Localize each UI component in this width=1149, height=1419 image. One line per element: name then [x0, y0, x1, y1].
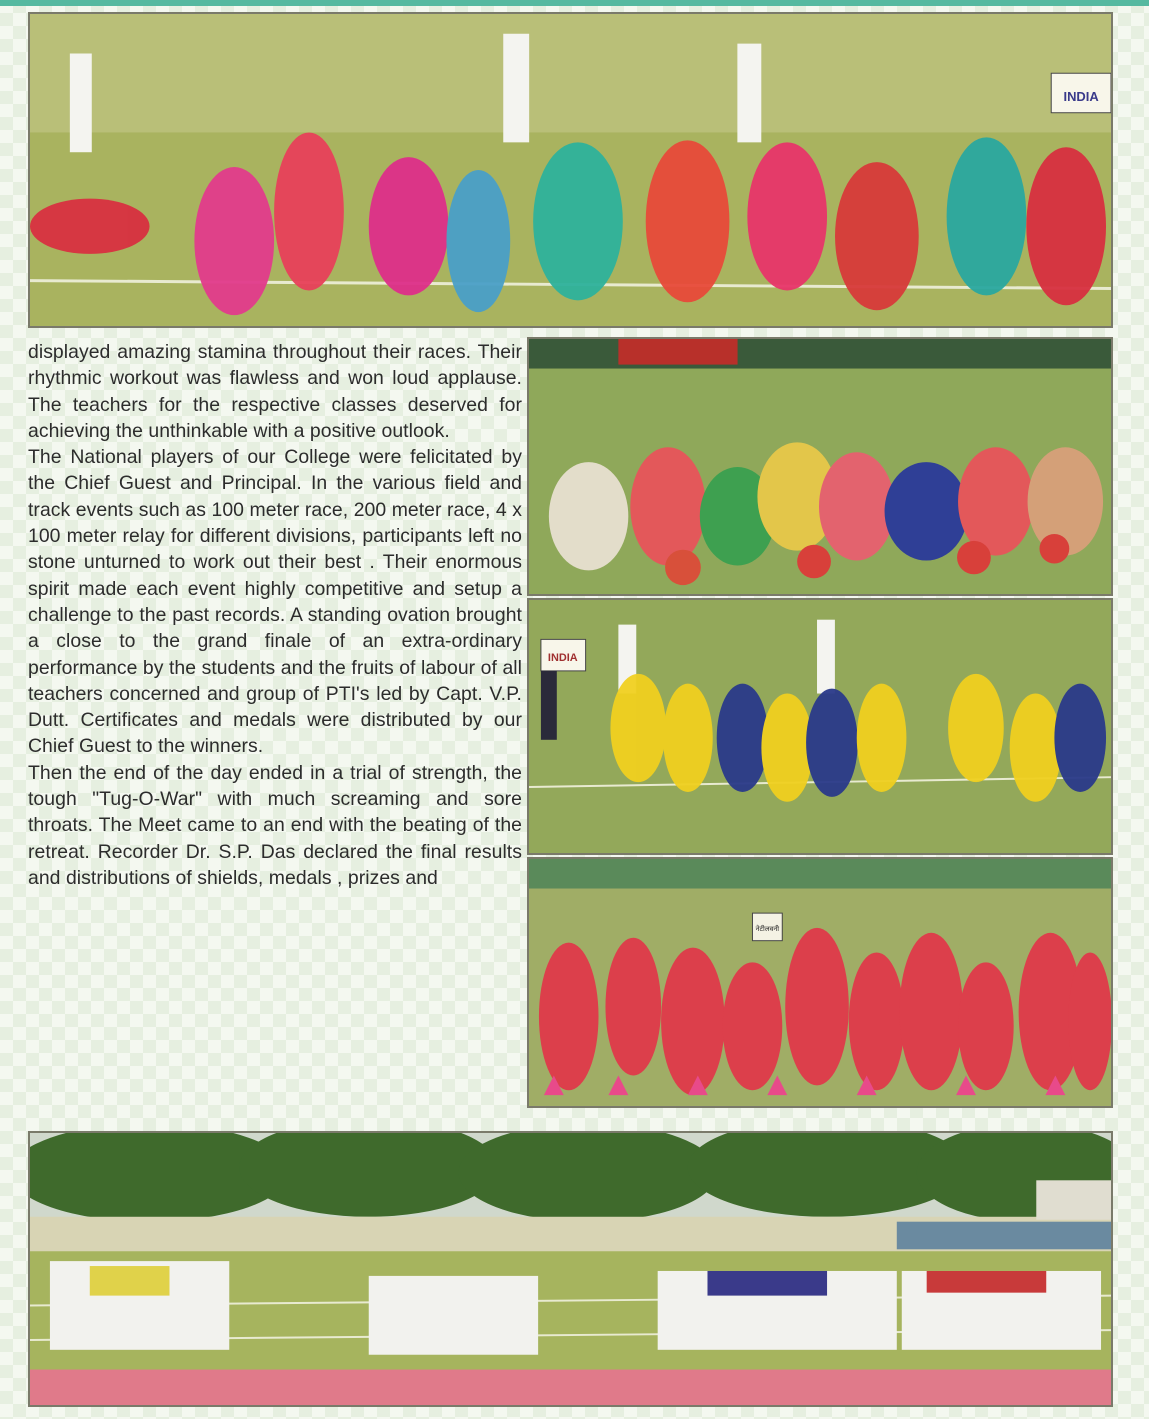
top-photo-sign: INDIA [1063, 88, 1099, 104]
article-paragraph: displayed amazing stamina throughout their races. Their rhythmic workout was flawless and won loud applause. The teachers for the respective classes deserved for achieving the unthinkable with a positive outlook. [28, 341, 522, 442]
photo-dance-group-red [527, 337, 1113, 596]
photo-dance-group-yellow [527, 598, 1113, 855]
article-paragraph: Then the end of the day ended in a trial of strength, the tough "Tug-O-War" with much screaming and sore throats. The Meet came to an end with the beating of the retreat. Recorder Dr. S.P. Das declared the final results and distributions of shields, medals , prizes and [28, 761, 522, 889]
middle-photo-sign: INDIA [547, 652, 578, 665]
top-border-strip [0, 0, 1149, 6]
lower-photo-sign: नेटीलवनी [755, 925, 780, 933]
photo-folk-dance-top [28, 12, 1113, 328]
photo-march-past-bottom [28, 1131, 1113, 1407]
article-paragraph: The National players of our College were felicitated by the Chief Guest and Principal. In the various field and track events such as 100 meter race, 200 meter race, 4 x 100 meter relay for different divisions, participants left no stone unturned to work out their best . Their enormous spirit made each event highly competitive and setup a challenge to the past records. A standing ovation brought a close to the grand finale of an extra-ordinary performance by the students and the fruits of labour of all teachers concerned and group of PTI's led by Capt. V.P. Dutt. Certificates and medals were distributed by our Chief Guest to the winners. [28, 446, 522, 758]
photo-dance-group-saree [527, 857, 1113, 1108]
article-body [28, 339, 522, 891]
